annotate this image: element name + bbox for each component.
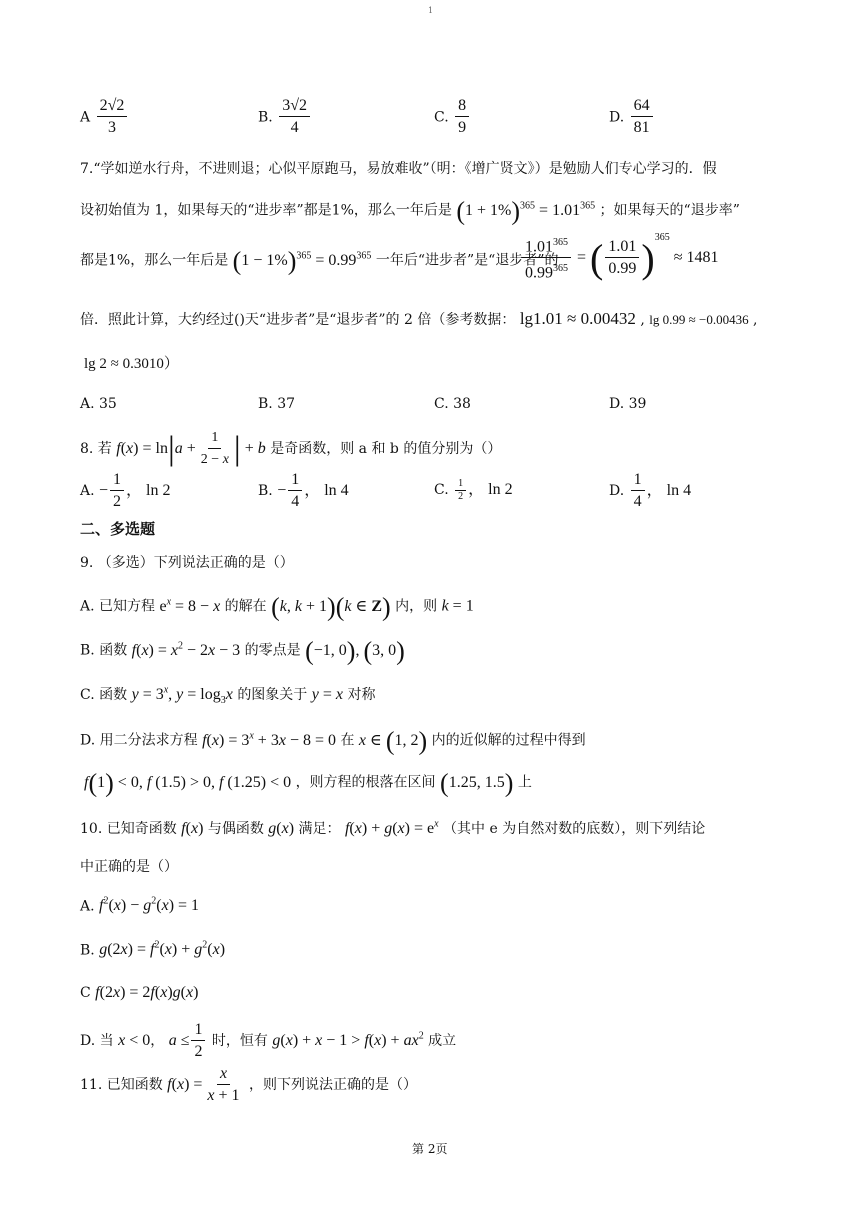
q6-option-d[interactable]: D. $\frac{64}{81}$ bbox=[609, 96, 655, 139]
q10-stem-line-2: 中正确的是（） bbox=[80, 859, 178, 875]
q6-option-b[interactable]: B. $\frac{3√2}{4}$ bbox=[258, 96, 312, 139]
q9-option-b[interactable]: B. 函数 $f(x) = x^2 - 2x - 3$ 的零点是 (−1, 0), (3, 0) bbox=[80, 636, 405, 665]
page-footer: 第 2页 bbox=[412, 1142, 448, 1156]
q9-option-d[interactable]: D. 用二分法求方程 $f(x) = 3^x + 3x - 8 = 0$ 在 x ∈ (1, 2) 内的近似解的过程中得到 bbox=[80, 726, 586, 755]
q8-stem: 8. 若 f(x) = ln|a + $\frac{1}{2 - x}$ | + b 是奇函数，则 a 和 b 的值分别为（） bbox=[80, 430, 502, 468]
q8-option-a[interactable]: A. − $\frac{1}{2}$ ， ln 2 bbox=[80, 471, 171, 510]
q7-option-b[interactable]: B. 37 bbox=[258, 396, 296, 412]
q6-option-c[interactable]: C. $\frac{8}{9}$ bbox=[434, 96, 471, 139]
q7-line-2: 设初始值为 1，如果每天的“进步率”都是1%，那么一年后是 $(1 + 1\%)^{365} = 1.01^{365}$ ；如果每天的“退步率” bbox=[80, 196, 740, 225]
q7-option-a[interactable]: A. 35 bbox=[80, 396, 117, 412]
q8-option-b[interactable]: B. − $\frac{1}{4}$ ， ln 4 bbox=[258, 471, 349, 510]
q7-line-1: 7.“学如逆水行舟，不进则退；心似平原跑马，易放难收”（明：《增广贤文》）是勉励人们专心学习的．假 bbox=[80, 161, 717, 177]
q8-option-d[interactable]: D. $\frac{1}{4}$ ， ln 4 bbox=[609, 471, 692, 510]
q9-option-d-continued: f(1) < 0, f (1.5) > 0, f (1.25) < 0 ，则方程的根落在区间 (1.25, 1.5) 上 bbox=[84, 768, 532, 797]
q7-option-d[interactable]: D. 39 bbox=[609, 396, 647, 412]
q6-option-a[interactable]: A $\frac{2√2}{3}$ bbox=[80, 96, 129, 139]
q10-option-b[interactable]: B. $g(2x) = f^2(x) + g^2(x)$ bbox=[80, 940, 226, 959]
section-title-multiple-choice: 二、多选题 bbox=[80, 520, 156, 538]
q8-option-c[interactable]: C. $\frac{1}{2}$ ， ln 2 bbox=[434, 477, 513, 502]
q11-stem: 11. 已知函数 f(x) = $\frac{x}{x + 1}$ ，则下列说法正确的是（） bbox=[80, 1065, 418, 1104]
q9-stem: 9. （多选）下列说法正确的是（） bbox=[80, 555, 294, 571]
q10-stem-line-1: 10. 已知奇函数 f(x) 与偶函数 g(x) 满足： $f(x) + g(x) = e^x$ （其中 e 为自然对数的底数），则下列结论 bbox=[80, 818, 706, 837]
q7-line-3: 都是1%，那么一年后是 $(1 - 1\%)^{365} = 0.99^{365}$ 一年后“进步者”是“退步者”的 bbox=[80, 246, 559, 275]
q7-line-5: lg 2 ≈ 0.3010） bbox=[84, 356, 179, 372]
header-mark: 1 bbox=[428, 6, 434, 15]
q10-option-a[interactable]: A. $f^2(x) - g^2(x) = 1$ bbox=[80, 896, 200, 915]
q9-option-c[interactable]: C. 函数 $y = 3^x$, $y = \log_3x$ 的图象关于 y = x 对称 bbox=[80, 684, 376, 707]
q10-option-c[interactable]: C f(2x) = 2f(x)g(x) bbox=[80, 984, 199, 1001]
q10-option-d[interactable]: D. 当 x < 0， a ≤ $\frac{1}{2}$ 时，恒有 $g(x) + x - 1 > f(x) + ax^2$ 成立 bbox=[80, 1021, 457, 1060]
q7-line-4: 倍．照此计算，大约经过()天“进步者”是“退步者”的 2 倍（参考数据： lg1.01 ≈ 0.00432 , lg 0.99 ≈ −0.00436 , bbox=[80, 309, 758, 328]
q7-ratio-formula: $\frac{1.01^{365}}{0.99^{365}}$ = ( $\frac{1.01}{0.99}$ )$^{365}$ ≈ 1481 bbox=[520, 232, 718, 284]
q9-option-a[interactable]: A. 已知方程 $e^x = 8 - x$ 的解在 (k, k + 1)(k ∈ Z) 内，则 k = 1 bbox=[80, 592, 474, 621]
q7-option-c[interactable]: C. 38 bbox=[434, 396, 471, 412]
